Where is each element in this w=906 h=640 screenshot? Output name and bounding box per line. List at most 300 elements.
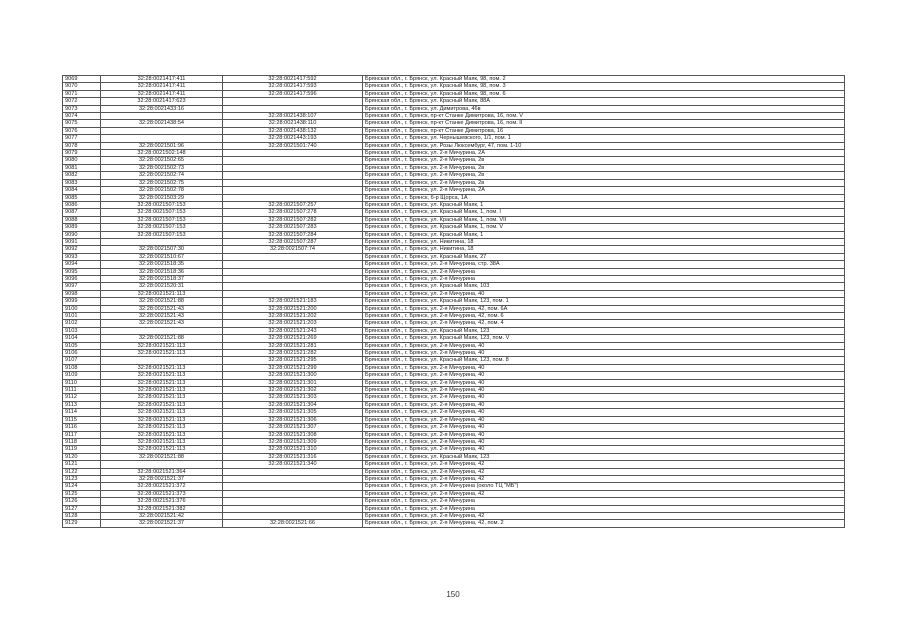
address-cell: Брянская обл., г. Брянск, ул. 2-я Мичурина, 42	[363, 512, 845, 519]
row-number-cell: 9112	[63, 394, 101, 401]
object-cadastral-number-cell: 32:28:0021438:132	[223, 127, 363, 134]
address-cell: Брянская обл., г. Брянск, ул. Красный Маяк, 88А	[363, 98, 845, 105]
object-cadastral-number-cell: 32:28:0021507:287	[223, 238, 363, 245]
land-cadastral-number-cell: 32:28:0021502:74	[101, 172, 223, 179]
row-number-cell: 9127	[63, 505, 101, 512]
table-row	[63, 201, 845, 208]
table-row	[63, 135, 845, 142]
address-cell: Брянская обл., г. Брянск, ул. 2-я Мичурина, 2А	[363, 150, 845, 157]
address-cell: Брянская обл., г. Брянск, ул. Красный Маяк, 1, пом. VII	[363, 216, 845, 223]
address-cell: Брянская обл., г. Брянск, ул. 2-я Мичурина, 40	[363, 438, 845, 445]
object-cadastral-number-cell: 32:28:0021507:74	[223, 246, 363, 253]
address-cell: Брянская обл., г. Брянск, ул. 2-я Мичурина	[363, 275, 845, 282]
address-cell: Брянская обл., г. Брянск, ул. Димитрова, 46в	[363, 105, 845, 112]
row-number-cell: 9128	[63, 512, 101, 519]
land-cadastral-number-cell: 32:28:0021507:153	[101, 224, 223, 231]
land-cadastral-number-cell: 32:28:0021521:113	[101, 364, 223, 371]
object-cadastral-number-cell	[223, 194, 363, 201]
row-number-cell: 9080	[63, 157, 101, 164]
land-cadastral-number-cell: 32:28:0021521:373	[101, 490, 223, 497]
land-cadastral-number-cell: 32:28:0021521:372	[101, 483, 223, 490]
land-cadastral-number-cell: 32:28:0021521:382	[101, 505, 223, 512]
land-cadastral-number-cell: 32:28:0021433:16	[101, 105, 223, 112]
row-number-cell: 9125	[63, 490, 101, 497]
table-row	[63, 83, 845, 90]
object-cadastral-number-cell: 32:28:0021417:592	[223, 76, 363, 83]
object-cadastral-number-cell	[223, 172, 363, 179]
table-row	[63, 468, 845, 475]
land-cadastral-number-cell: 32:28:0021521:88	[101, 335, 223, 342]
object-cadastral-number-cell: 32:28:0021521:305	[223, 409, 363, 416]
address-cell: Брянская обл., г. Брянск, ул. Чернышевского, 1/1, пом. 1	[363, 135, 845, 142]
object-cadastral-number-cell	[223, 150, 363, 157]
table-row	[63, 187, 845, 194]
table-row	[63, 216, 845, 223]
object-cadastral-number-cell: 32:28:0021521:316	[223, 453, 363, 460]
land-cadastral-number-cell: 32:28:0021521:37	[101, 475, 223, 482]
row-number-cell: 9073	[63, 105, 101, 112]
land-cadastral-number-cell: 32:28:0021507:153	[101, 231, 223, 238]
table-row	[63, 446, 845, 453]
row-number-cell: 9122	[63, 468, 101, 475]
page-number: 150	[446, 590, 460, 599]
row-number-cell: 9094	[63, 261, 101, 268]
row-number-cell: 9120	[63, 453, 101, 460]
row-number-cell: 9106	[63, 350, 101, 357]
address-cell: Брянская обл., г. Брянск, ул. 2-я Мичурина, 42, пом. 6	[363, 313, 845, 320]
row-number-cell: 9083	[63, 179, 101, 186]
address-cell: Брянская обл., г. Брянск, ул. 2-я Мичурина, 40	[363, 350, 845, 357]
row-number-cell: 9071	[63, 90, 101, 97]
row-number-cell: 9099	[63, 298, 101, 305]
address-cell: Брянская обл., г. Брянск, ул. 2-я Мичурина, 40	[363, 431, 845, 438]
address-cell: Брянская обл., г. Брянск, ул. 2-я Мичурина, 40	[363, 394, 845, 401]
address-cell: Брянская обл., г. Брянск, ул. 2-я Мичурина, 40	[363, 364, 845, 371]
land-cadastral-number-cell: 32:28:0021518:37	[101, 275, 223, 282]
object-cadastral-number-cell	[223, 261, 363, 268]
table-body	[63, 76, 845, 528]
table-row	[63, 98, 845, 105]
land-cadastral-number-cell: 32:28:0021521:113	[101, 431, 223, 438]
address-cell: Брянская обл., г. Брянск, ул. 2-я Мичурина (около ТЦ "МБ")	[363, 483, 845, 490]
address-cell: Брянская обл., г. Брянск, ул. 2-я Мичурина	[363, 505, 845, 512]
object-cadastral-number-cell: 32:28:0021521:295	[223, 357, 363, 364]
cadastral-table	[62, 75, 845, 528]
land-cadastral-number-cell: 32:28:0021521:43	[101, 320, 223, 327]
object-cadastral-number-cell: 32:28:0021438:107	[223, 113, 363, 120]
land-cadastral-number-cell: 32:28:0021521:43	[101, 305, 223, 312]
land-cadastral-number-cell: 32:28:0021417:623	[101, 98, 223, 105]
table-row	[63, 394, 845, 401]
land-cadastral-number-cell: 32:28:0021502:65	[101, 157, 223, 164]
table-row	[63, 142, 845, 149]
land-cadastral-number-cell: 32:28:0021521:88	[101, 453, 223, 460]
land-cadastral-number-cell: 32:28:0021521:113	[101, 350, 223, 357]
address-cell: Брянская обл., г. Брянск, ул. 2-я Мичурина, 40	[363, 379, 845, 386]
row-number-cell: 9101	[63, 313, 101, 320]
land-cadastral-number-cell: 32:28:0021521:42	[101, 512, 223, 519]
address-cell: Брянская обл., г. Брянск, ул. 2-я Мичурина, 40	[363, 446, 845, 453]
address-cell: Брянская обл., г. Брянск, ул. 2-я Мичурина, 40	[363, 290, 845, 297]
object-cadastral-number-cell	[223, 179, 363, 186]
table-row	[63, 498, 845, 505]
table-row	[63, 387, 845, 394]
land-cadastral-number-cell: 32:28:0021501:96	[101, 142, 223, 149]
row-number-cell: 9092	[63, 246, 101, 253]
object-cadastral-number-cell: 32:28:0021521:66	[223, 520, 363, 527]
address-cell: Брянская обл., г. Брянск, ул. Красный Маяк, 103	[363, 283, 845, 290]
table-row	[63, 431, 845, 438]
table-row	[63, 512, 845, 519]
address-cell: Брянская обл., г. Брянск, ул. 2-я Мичурина, 2в	[363, 179, 845, 186]
row-number-cell: 9103	[63, 327, 101, 334]
object-cadastral-number-cell: 32:28:0021507:282	[223, 216, 363, 223]
land-cadastral-number-cell: 32:28:0021507:153	[101, 216, 223, 223]
table-row	[63, 179, 845, 186]
land-cadastral-number-cell	[101, 113, 223, 120]
address-cell: Брянская обл., г. Брянск, ул. 2-я Мичурина, 40	[363, 387, 845, 394]
land-cadastral-number-cell: 32:28:0021438:54	[101, 120, 223, 127]
row-number-cell: 9087	[63, 209, 101, 216]
object-cadastral-number-cell	[223, 253, 363, 260]
land-cadastral-number-cell	[101, 135, 223, 142]
object-cadastral-number-cell	[223, 290, 363, 297]
land-cadastral-number-cell: 32:28:0021521:43	[101, 313, 223, 320]
row-number-cell: 9082	[63, 172, 101, 179]
table-row	[63, 483, 845, 490]
address-cell: Брянская обл., г. Брянск, ул. Красный Маяк, 98, пом. 6	[363, 90, 845, 97]
row-number-cell: 9072	[63, 98, 101, 105]
address-cell: Брянская обл., г. Брянск, ул. Красный Маяк, 27	[363, 253, 845, 260]
address-cell: Брянская обл., г. Брянск, ул. 2-я Мичурина, 42, пом. 2	[363, 520, 845, 527]
land-cadastral-number-cell: 32:28:0021417:411	[101, 83, 223, 90]
land-cadastral-number-cell: 32:28:0021503:29	[101, 194, 223, 201]
table-row	[63, 127, 845, 134]
object-cadastral-number-cell	[223, 490, 363, 497]
row-number-cell: 9115	[63, 416, 101, 423]
row-number-cell: 9089	[63, 224, 101, 231]
address-cell: Брянская обл., г. Брянск, ул. 2-я Мичурина, 42	[363, 468, 845, 475]
object-cadastral-number-cell: 32:28:0021507:257	[223, 201, 363, 208]
address-cell: Брянская обл., г. Брянск, ул. Красный Маяк, 1	[363, 231, 845, 238]
object-cadastral-number-cell: 32:28:0021521:340	[223, 461, 363, 468]
address-cell: Брянская обл., г. Брянск, ул. Никитина, 18	[363, 238, 845, 245]
row-number-cell: 9110	[63, 379, 101, 386]
table-row	[63, 298, 845, 305]
row-number-cell: 9100	[63, 305, 101, 312]
land-cadastral-number-cell: 32:28:0021502:78	[101, 187, 223, 194]
row-number-cell: 9107	[63, 357, 101, 364]
object-cadastral-number-cell: 32:28:0021521:304	[223, 401, 363, 408]
object-cadastral-number-cell: 32:28:0021521:308	[223, 431, 363, 438]
object-cadastral-number-cell	[223, 268, 363, 275]
row-number-cell: 9076	[63, 127, 101, 134]
object-cadastral-number-cell: 32:28:0021521:269	[223, 335, 363, 342]
table-row	[63, 416, 845, 423]
table-row	[63, 409, 845, 416]
address-cell: Брянская обл., г. Брянск, ул. Красный Маяк, 98, пом. 3	[363, 83, 845, 90]
table-row	[63, 401, 845, 408]
object-cadastral-number-cell: 32:28:0021521:299	[223, 364, 363, 371]
object-cadastral-number-cell	[223, 105, 363, 112]
row-number-cell: 9109	[63, 372, 101, 379]
land-cadastral-number-cell: 32:28:0021520:31	[101, 283, 223, 290]
table-row	[63, 283, 845, 290]
address-cell: Брянская обл., г. Брянск, ул. 2-я Мичурина, 42	[363, 475, 845, 482]
address-cell: Брянская обл., г. Брянск, ул. 2-я Мичурина, 40	[363, 416, 845, 423]
table-row	[63, 113, 845, 120]
object-cadastral-number-cell: 32:28:0021417:596	[223, 90, 363, 97]
land-cadastral-number-cell	[101, 327, 223, 334]
address-cell: Брянская обл., г. Брянск, ул. Красный Маяк, 98, пом. 2	[363, 76, 845, 83]
object-cadastral-number-cell: 32:28:0021507:284	[223, 231, 363, 238]
land-cadastral-number-cell: 32:28:0021521:113	[101, 446, 223, 453]
object-cadastral-number-cell: 32:28:0021521:302	[223, 387, 363, 394]
address-cell: Брянская обл., г. Брянск, ул. 2-я Мичурина, 2в	[363, 157, 845, 164]
table-row	[63, 461, 845, 468]
row-number-cell: 9129	[63, 520, 101, 527]
row-number-cell: 9075	[63, 120, 101, 127]
table-row	[63, 231, 845, 238]
land-cadastral-number-cell: 32:28:0021521:113	[101, 379, 223, 386]
row-number-cell: 9086	[63, 201, 101, 208]
row-number-cell: 9104	[63, 335, 101, 342]
address-cell: Брянская обл., г. Брянск, ул. 2-я Мичурина, 42, пом. 6А	[363, 305, 845, 312]
table-row	[63, 327, 845, 334]
object-cadastral-number-cell: 32:28:0021521:307	[223, 424, 363, 431]
address-cell: Брянская обл., г. Брянск, пр-кт Станке Димитрова, 16, пом. II	[363, 120, 845, 127]
land-cadastral-number-cell: 32:28:0021521:37	[101, 520, 223, 527]
table-row	[63, 350, 845, 357]
table-row	[63, 224, 845, 231]
object-cadastral-number-cell	[223, 505, 363, 512]
object-cadastral-number-cell	[223, 283, 363, 290]
address-cell: Брянская обл., г. Брянск, ул. 2-я Мичурина, 40	[363, 342, 845, 349]
row-number-cell: 9077	[63, 135, 101, 142]
object-cadastral-number-cell	[223, 157, 363, 164]
table-row	[63, 209, 845, 216]
address-cell: Брянская обл., г. Брянск, ул. 2-я Мичурина, 2в	[363, 172, 845, 179]
row-number-cell: 9121	[63, 461, 101, 468]
land-cadastral-number-cell: 32:28:0021507:153	[101, 209, 223, 216]
object-cadastral-number-cell: 32:28:0021521:303	[223, 394, 363, 401]
land-cadastral-number-cell: 32:28:0021521:113	[101, 387, 223, 394]
object-cadastral-number-cell: 32:28:0021521:281	[223, 342, 363, 349]
address-cell: Брянская обл., г. Брянск, ул. Никитина, 18	[363, 246, 845, 253]
object-cadastral-number-cell: 32:28:0021438:110	[223, 120, 363, 127]
table-row	[63, 120, 845, 127]
row-number-cell: 9095	[63, 268, 101, 275]
row-number-cell: 9124	[63, 483, 101, 490]
table-row	[63, 261, 845, 268]
address-cell: Брянская обл., г. Брянск, ул. 2-я Мичурина, 40	[363, 424, 845, 431]
table-row	[63, 490, 845, 497]
table-row	[63, 157, 845, 164]
table-row	[63, 150, 845, 157]
address-cell: Брянская обл., г. Брянск, ул. 2-я Мичурина, 40	[363, 372, 845, 379]
row-number-cell: 9111	[63, 387, 101, 394]
table-row	[63, 253, 845, 260]
table-row	[63, 194, 845, 201]
object-cadastral-number-cell: 32:28:0021521:203	[223, 320, 363, 327]
object-cadastral-number-cell	[223, 475, 363, 482]
land-cadastral-number-cell: 32:28:0021502:148	[101, 150, 223, 157]
object-cadastral-number-cell	[223, 512, 363, 519]
address-cell: Брянская обл., г. Брянск, ул. 2-я Мичурина, 40	[363, 401, 845, 408]
table-row	[63, 275, 845, 282]
object-cadastral-number-cell: 32:28:0021417:593	[223, 83, 363, 90]
row-number-cell: 9118	[63, 438, 101, 445]
table-row	[63, 268, 845, 275]
address-cell: Брянская обл., г. Брянск, пр-кт Станке Димитрова, 16	[363, 127, 845, 134]
address-cell: Брянская обл., г. Брянск, ул. 2-я Мичурина, 42	[363, 461, 845, 468]
object-cadastral-number-cell: 32:28:0021507:283	[223, 224, 363, 231]
row-number-cell: 9102	[63, 320, 101, 327]
land-cadastral-number-cell: 32:28:0021417:411	[101, 90, 223, 97]
land-cadastral-number-cell: 32:28:0021518:35	[101, 261, 223, 268]
land-cadastral-number-cell: 32:28:0021521:113	[101, 290, 223, 297]
address-cell: Брянская обл., г. Брянск, ул. Красный Маяк, 123, пом. 8	[363, 357, 845, 364]
table-row	[63, 475, 845, 482]
table-row	[63, 90, 845, 97]
land-cadastral-number-cell: 32:28:0021507:30	[101, 246, 223, 253]
address-cell: Брянская обл., г. Брянск, б-р Щорса, 1А	[363, 194, 845, 201]
land-cadastral-number-cell	[101, 238, 223, 245]
row-number-cell: 9079	[63, 150, 101, 157]
row-number-cell: 9097	[63, 283, 101, 290]
object-cadastral-number-cell	[223, 468, 363, 475]
address-cell: Брянская обл., г. Брянск, ул. Розы Люксембург, 47, пом. 1-10	[363, 142, 845, 149]
table-row	[63, 520, 845, 527]
row-number-cell: 9078	[63, 142, 101, 149]
table-row	[63, 505, 845, 512]
table-row	[63, 364, 845, 371]
row-number-cell: 9085	[63, 194, 101, 201]
row-number-cell: 9119	[63, 446, 101, 453]
row-number-cell: 9114	[63, 409, 101, 416]
row-number-cell: 9070	[63, 83, 101, 90]
table-row	[63, 290, 845, 297]
row-number-cell: 9093	[63, 253, 101, 260]
row-number-cell: 9090	[63, 231, 101, 238]
address-cell: Брянская обл., г. Брянск, ул. 2-я Мичурина	[363, 268, 845, 275]
address-cell: Брянская обл., г. Брянск, ул. 2-я Мичурина, 2в	[363, 164, 845, 171]
table-row	[63, 172, 845, 179]
address-cell: Брянская обл., г. Брянск, ул. 2-я Мичурина	[363, 498, 845, 505]
object-cadastral-number-cell: 32:28:0021507:278	[223, 209, 363, 216]
row-number-cell: 9123	[63, 475, 101, 482]
land-cadastral-number-cell: 32:28:0021507:153	[101, 201, 223, 208]
row-number-cell: 9105	[63, 342, 101, 349]
object-cadastral-number-cell: 32:28:0021521:301	[223, 379, 363, 386]
land-cadastral-number-cell	[101, 357, 223, 364]
table-row	[63, 76, 845, 83]
land-cadastral-number-cell	[101, 461, 223, 468]
table-row	[63, 305, 845, 312]
table-row	[63, 438, 845, 445]
object-cadastral-number-cell	[223, 98, 363, 105]
address-cell: Брянская обл., г. Брянск, ул. Красный Маяк, 123	[363, 327, 845, 334]
object-cadastral-number-cell: 32:28:0021521:282	[223, 350, 363, 357]
object-cadastral-number-cell: 32:28:0021521:183	[223, 298, 363, 305]
land-cadastral-number-cell: 32:28:0021521:113	[101, 394, 223, 401]
land-cadastral-number-cell	[101, 127, 223, 134]
row-number-cell: 9126	[63, 498, 101, 505]
address-cell: Брянская обл., г. Брянск, ул. Красный Маяк, 1, пом. V	[363, 224, 845, 231]
land-cadastral-number-cell: 32:28:0021521:376	[101, 498, 223, 505]
address-cell: Брянская обл., г. Брянск, ул. Красный Маяк, 123, пом. 1	[363, 298, 845, 305]
address-cell: Брянская обл., г. Брянск, ул. Красный Маяк, 123	[363, 453, 845, 460]
table-row	[63, 335, 845, 342]
row-number-cell: 9084	[63, 187, 101, 194]
land-cadastral-number-cell: 32:28:0021521:113	[101, 401, 223, 408]
address-cell: Брянская обл., г. Брянск, пр-кт Станке Димитрова, 16, пом. V	[363, 113, 845, 120]
address-cell: Брянская обл., г. Брянск, ул. 2-я Мичурина, 42, пом. 4	[363, 320, 845, 327]
object-cadastral-number-cell: 32:28:0021521:202	[223, 313, 363, 320]
table-row	[63, 105, 845, 112]
address-cell: Брянская обл., г. Брянск, ул. Красный Маяк, 123, пом. V	[363, 335, 845, 342]
address-cell: Брянская обл., г. Брянск, ул. 2-я Мичурина, стр. 38А	[363, 261, 845, 268]
object-cadastral-number-cell: 32:28:0021521:310	[223, 446, 363, 453]
table-row	[63, 372, 845, 379]
object-cadastral-number-cell	[223, 483, 363, 490]
land-cadastral-number-cell: 32:28:0021502:75	[101, 179, 223, 186]
row-number-cell: 9069	[63, 76, 101, 83]
table-row	[63, 424, 845, 431]
land-cadastral-number-cell: 32:28:0021521:113	[101, 372, 223, 379]
object-cadastral-number-cell	[223, 164, 363, 171]
address-cell: Брянская обл., г. Брянск, ул. 2-я Мичурина, 2А	[363, 187, 845, 194]
address-cell: Брянская обл., г. Брянск, ул. Красный Маяк, 1	[363, 201, 845, 208]
land-cadastral-number-cell: 32:28:0021521:113	[101, 424, 223, 431]
row-number-cell: 9113	[63, 401, 101, 408]
row-number-cell: 9098	[63, 290, 101, 297]
land-cadastral-number-cell: 32:28:0021521:113	[101, 416, 223, 423]
row-number-cell: 9116	[63, 424, 101, 431]
object-cadastral-number-cell: 32:28:0021521:200	[223, 305, 363, 312]
row-number-cell: 9074	[63, 113, 101, 120]
object-cadastral-number-cell	[223, 275, 363, 282]
land-cadastral-number-cell: 32:28:0021521:364	[101, 468, 223, 475]
row-number-cell: 9091	[63, 238, 101, 245]
table-row	[63, 379, 845, 386]
object-cadastral-number-cell: 32:28:0021501:740	[223, 142, 363, 149]
row-number-cell: 9081	[63, 164, 101, 171]
land-cadastral-number-cell: 32:28:0021521:88	[101, 298, 223, 305]
address-cell: Брянская обл., г. Брянск, ул. 2-я Мичурина, 40	[363, 409, 845, 416]
land-cadastral-number-cell: 32:28:0021502:73	[101, 164, 223, 171]
land-cadastral-number-cell: 32:28:0021510:67	[101, 253, 223, 260]
row-number-cell: 9096	[63, 275, 101, 282]
table-row	[63, 342, 845, 349]
row-number-cell: 9117	[63, 431, 101, 438]
land-cadastral-number-cell: 32:28:0021518:36	[101, 268, 223, 275]
land-cadastral-number-cell: 32:28:0021521:113	[101, 342, 223, 349]
address-cell: Брянская обл., г. Брянск, ул. 2-я Мичурина, 42	[363, 490, 845, 497]
address-cell: Брянская обл., г. Брянск, ул. Красный Маяк, 1, пом. I	[363, 209, 845, 216]
row-number-cell: 9088	[63, 216, 101, 223]
object-cadastral-number-cell: 32:28:0021521:300	[223, 372, 363, 379]
object-cadastral-number-cell	[223, 498, 363, 505]
table-row	[63, 357, 845, 364]
object-cadastral-number-cell: 32:28:0021521:306	[223, 416, 363, 423]
table-row	[63, 453, 845, 460]
table-row	[63, 164, 845, 171]
table-row	[63, 313, 845, 320]
object-cadastral-number-cell: 32:28:0021521:243	[223, 327, 363, 334]
land-cadastral-number-cell: 32:28:0021521:113	[101, 438, 223, 445]
table-row	[63, 320, 845, 327]
